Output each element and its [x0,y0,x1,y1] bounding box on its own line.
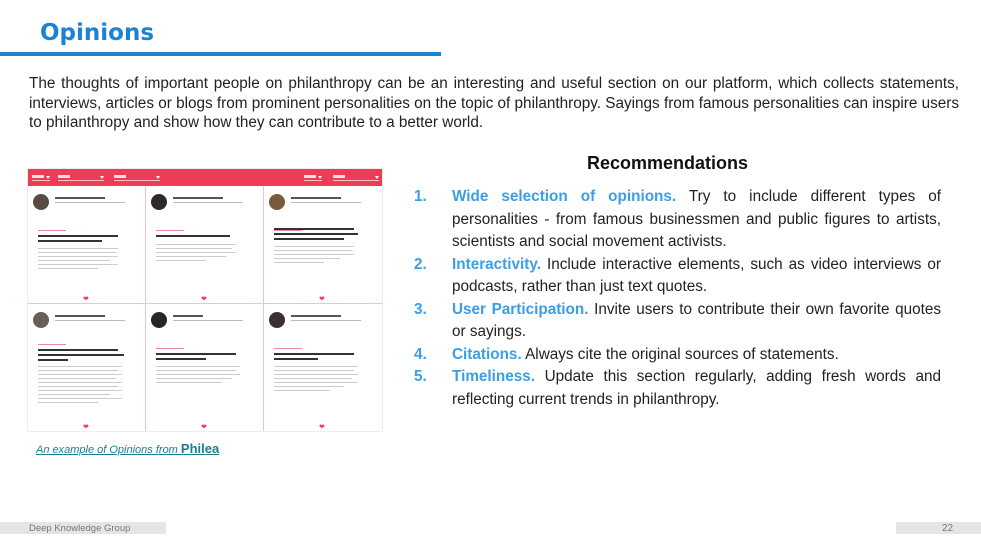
recommendation-item [414,254,941,299]
opinion-card [264,304,382,432]
screenshot-filter-bar [28,169,383,186]
title-underline [0,52,441,56]
recommendation-heading: Citations. [452,345,522,363]
page-number: 22 [942,523,954,534]
recommendation-item [414,186,941,254]
opinion-card [28,304,146,432]
recommendation-text: Update this section regularly, adding fresh words and reflecting current trends in philanthropy. [452,368,941,408]
avatar [33,312,49,328]
footer-company: Deep Knowledge Group [29,523,131,534]
heart-icon: ❤ [319,296,325,303]
recommendation-number: 4. [414,345,427,363]
opinion-cards-grid [28,186,383,432]
opinion-card [264,186,382,304]
avatar [269,312,285,328]
sort-dropdown [333,174,379,181]
caption-text: An example of Opinions from [36,444,181,456]
recommendation-number: 3. [414,300,427,318]
heart-icon: ❤ [83,424,89,431]
page-number-bar [896,522,981,534]
filter-label [32,174,50,181]
heart-icon: ❤ [83,296,89,303]
recommendation-text: Include interactive elements, such as video interviews or podcasts, rather than just text quotes. [452,255,941,295]
recommendation-heading: Wide selection of opinions. [452,188,677,205]
avatar [269,194,285,210]
recommendation-heading: User Participation. [452,300,589,318]
recommendation-item [414,344,941,367]
intro-paragraph: The thoughts of important people on philanthropy can be an interesting and useful section on our platform, which collects statements, interviews, articles or blogs from prominent personalities on the topic of philanthropy. Sayings from famous personalities can inspire users to philanthropy and show how they can contribute to a better world. [29,75,959,131]
recommendations-title: Recommendations [587,153,749,173]
heart-icon: ❤ [319,424,325,431]
recommendation-item [414,299,941,344]
example-caption-link[interactable] [36,441,219,456]
recommendation-text: Always cite the original sources of statements. [521,345,839,363]
opinion-card [28,186,146,304]
recommendation-heading: Timeliness. [452,368,536,385]
recommendations-list [414,186,941,411]
avatar [151,194,167,210]
recommendation-number: 1. [414,188,427,205]
recommendation-text: Try to include different types of personalities - from famous businessmen and public figures to artists, scientists and social movement activists. [452,188,941,250]
recommendation-number: 2. [414,255,427,273]
avatar [33,194,49,210]
example-screenshot [27,168,383,432]
opinion-card [146,304,264,432]
page-title: Opinions [40,20,155,46]
opinion-card [146,186,264,304]
recommendation-number: 5. [414,368,427,385]
heart-icon: ❤ [201,296,207,303]
filter-dropdown [114,174,160,181]
recommendation-item [414,366,941,411]
recommendation-text: Invite users to contribute their own favorite quotes or sayings. [452,300,941,340]
heart-icon: ❤ [201,424,207,431]
caption-brand: Philea [180,441,220,456]
recommendation-heading: Interactivity. [452,255,541,273]
avatar [151,312,167,328]
filter-dropdown [58,174,104,181]
sort-label [304,174,322,181]
